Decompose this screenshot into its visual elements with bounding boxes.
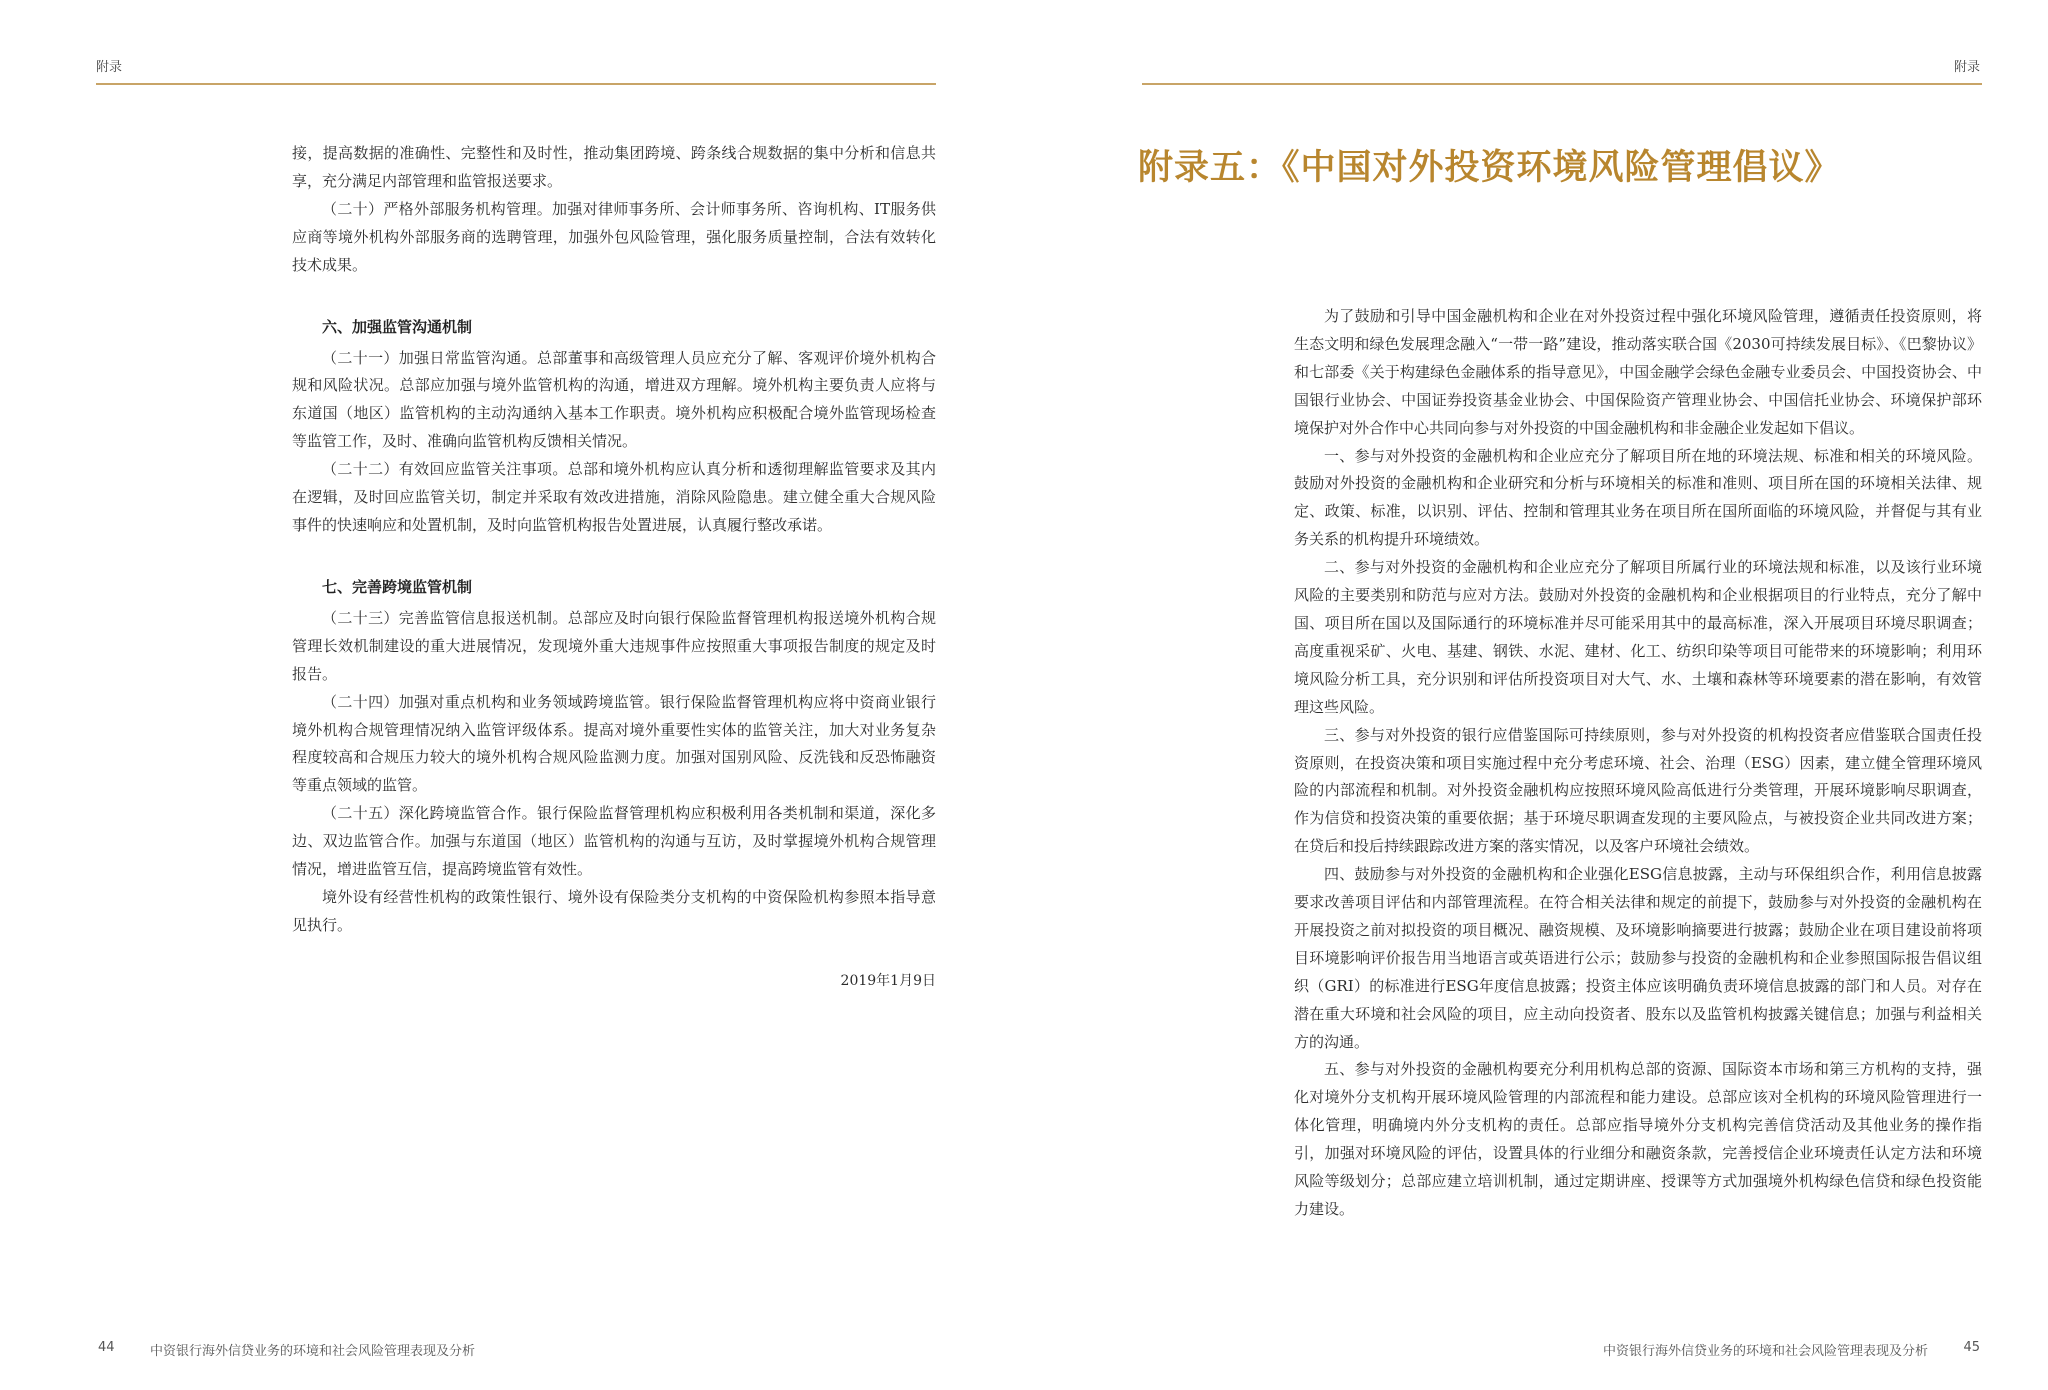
document-date: 2019年1月9日: [840, 972, 936, 989]
paragraph: （二十五）深化跨境监管合作。银行保险监督管理机构应积极利用各类机制和渠道，深化多边、双边监管合作。加强与东道国（地区）监管机构的沟通与互访，及时掌握境外机构合规管理情况，增进监管互信，提高跨境监管有效性。: [292, 804, 936, 879]
right-page-number: 45: [1963, 1340, 1980, 1355]
paragraph: 五、参与对外投资的金融机构要充分利用机构总部的资源、国际资本市场和第三方机构的支持，强化对境外分支机构开展环境风险管理的内部流程和能力建设。总部应该对全机构的环境风险管理进行一体化管理，明确境内外分支机构的责任。总部应指导境外分支机构完善信贷活动及其他业务的操作指引，加强对环境风险的评估，设置具体的行业细分和融资条款，完善授信企业环境责任认定方法和环境风险等级划分；总部应建立培训机制，通过定期讲座、授课等方式加强境外机构绿色信贷和绿色投资能力建设。: [1294, 1060, 1982, 1218]
left-body-text: [292, 140, 936, 990]
paragraph: （二十三）完善监管信息报送机制。总部应及时向银行保险监督管理机构报送境外机构合规管理长效机制建设的重大进展情况，发现境外重大违规事件应按照重大事项报告制度的规定及时报告。: [292, 608, 936, 683]
paragraph: （二十二）有效回应监管关注事项。总部和境外机构应认真分析和透彻理解监管要求及其内在逻辑，及时回应监管关切，制定并采取有效改进措施，消除风险隐患。建立健全重大合规风险事件的快速响应和处置机制，及时向监管机构报告处置进展，认真履行整改承诺。: [292, 460, 936, 534]
right-header-rule: [1142, 83, 1982, 85]
right-body-text: [1294, 303, 1982, 1224]
paragraph: 四、鼓励参与对外投资的金融机构和企业强化ESG信息披露，主动与环保组织合作，利用信息披露要求改善项目评估和内部管理流程。在符合相关法律和规定的前提下，鼓励参与对外投资的金融机构在开展投资之前对拟投资的项目概况、融资规模、及环境影响摘要进行披露；鼓励企业在项目建设前将项目环境影响评价报告用当地语言或英语进行公示；鼓励参与投资的金融机构和企业参照国际报告倡议组织（GRI）的标准进行ESG年度信息披露；投资主体应该明确负责环境信息披露的部门和人员。对存在潜在重大环境和社会风险的项目，应主动向投资者、股东以及监管机构披露关键信息；加强与利益相关方的沟通。: [1294, 865, 1982, 1051]
paragraph: （二十四）加强对重点机构和业务领域跨境监管。银行保险监督管理机构应将中资商业银行境外机构合规管理情况纳入监管评级体系。提高对境外重要性实体的监管关注，加大对业务复杂程度较高和合规压力较大的境外机构合规风险监测力度。加强对国别风险、反洗钱和反恐怖融资等重点领域的监管。: [292, 692, 936, 795]
left-page-number: 44: [98, 1340, 115, 1355]
left-footer-title: 中资银行海外信贷业务的环境和社会风险管理表现及分析: [150, 1344, 476, 1359]
paragraph: （二十一）加强日常监管沟通。总部董事和高级管理人员应充分了解、客观评价境外机构合规和风险状况。总部应加强与境外监管机构的沟通，增进双方理解。境外机构主要负责人应将与东道国（地区）监管机构的主动沟通纳入基本工作职责。境外机构应积极配合境外监管现场检查等监管工作，及时、准确向监管机构反馈相关情况。: [292, 348, 936, 451]
left-header-rule: [96, 83, 936, 85]
right-page: [1024, 0, 2048, 1390]
paragraph: 三、参与对外投资的银行应借鉴国际可持续原则，参与对外投资的机构投资者应借鉴联合国责任投资原则，在投资决策和项目实施过程中充分考虑环境、社会、治理（ESG）因素，建立健全管理环境风险的内部流程和机制。对外投资金融机构应按照环境风险高低进行分类管理，开展环境影响尽职调查，作为信贷和投资决策的重要依据；基于环境尽职调查发现的主要风险点，与被投资企业共同改进方案；在贷后和投后持续跟踪改进方案的落实情况，以及客户环境社会绩效。: [1294, 725, 1982, 856]
paragraph: （二十）严格外部服务机构管理。加强对律师事务所、会计师事务所、咨询机构、IT服务供应商等境外机构外部服务商的选聘管理，加强外包风险管理，强化服务质量控制，合法有效转化技术成果。: [292, 199, 936, 274]
paragraph: 一、参与对外投资的金融机构和企业应充分了解项目所在地的环境法规、标准和相关的环境风险。鼓励对外投资的金融机构和企业研究和分析与环境相关的标准和准则、项目所在国的环境相关法律、规定、政策、标准，以识别、评估、控制和管理其业务在项目所在国所面临的环境风险，并督促与其有业务关系的机构提升环境绩效。: [1294, 446, 1982, 549]
right-running-head: 附录: [1953, 60, 1980, 75]
section-heading-6: 六、加强监管沟通机制: [322, 317, 473, 336]
appendix-title: 附录五：《中国对外投资环境风险管理倡议》: [1138, 148, 1841, 188]
right-footer-title: 中资银行海外信贷业务的环境和社会风险管理表现及分析: [1602, 1344, 1928, 1359]
section-heading-7: 七、完善跨境监管机制: [322, 577, 473, 596]
paragraph: 为了鼓励和引导中国金融机构和企业在对外投资过程中强化环境风险管理，遵循责任投资原则，将生态文明和绿色发展理念融入“一带一路”建设，推动落实联合国《2030可持续发展目标》、《巴黎协议》和七部委《关于构建绿色金融体系的指导意见》，中国金融学会绿色金融专业委员会、中国投资协会、中国银行业协会、中国证券投资基金业协会、中国保险资产管理业协会、中国信托业协会、环境保护部环境保护对外合作中心共同向参与对外投资的中国金融机构和非金融企业发起如下倡议。: [1294, 307, 1982, 437]
paragraph: 二、参与对外投资的金融机构和企业应充分了解项目所属行业的环境法规和标准，以及该行业环境风险的主要类别和防范与应对方法。鼓励对外投资的金融机构和企业根据项目的行业特点，充分了解中国、项目所在国以及国际通行的环境标准并尽可能采用其中的最高标准，深入开展项目环境尽职调查；高度重视采矿、火电、基建、钢铁、水泥、建材、化工、纺织印染等项目可能带来的环境影响；利用环境风险分析工具，充分识别和评估所投资项目对大气、水、土壤和森林等环境要素的潜在影响，有效管理这些风险。: [1294, 558, 1982, 716]
paragraph: 接，提高数据的准确性、完整性和及时性，推动集团跨境、跨条线合规数据的集中分析和信息共享，充分满足内部管理和监管报送要求。: [292, 144, 936, 190]
paragraph: 境外设有经营性机构的政策性银行、境外设有保险类分支机构的中资保险机构参照本指导意见执行。: [292, 887, 936, 934]
left-running-head: 附录: [96, 60, 123, 75]
